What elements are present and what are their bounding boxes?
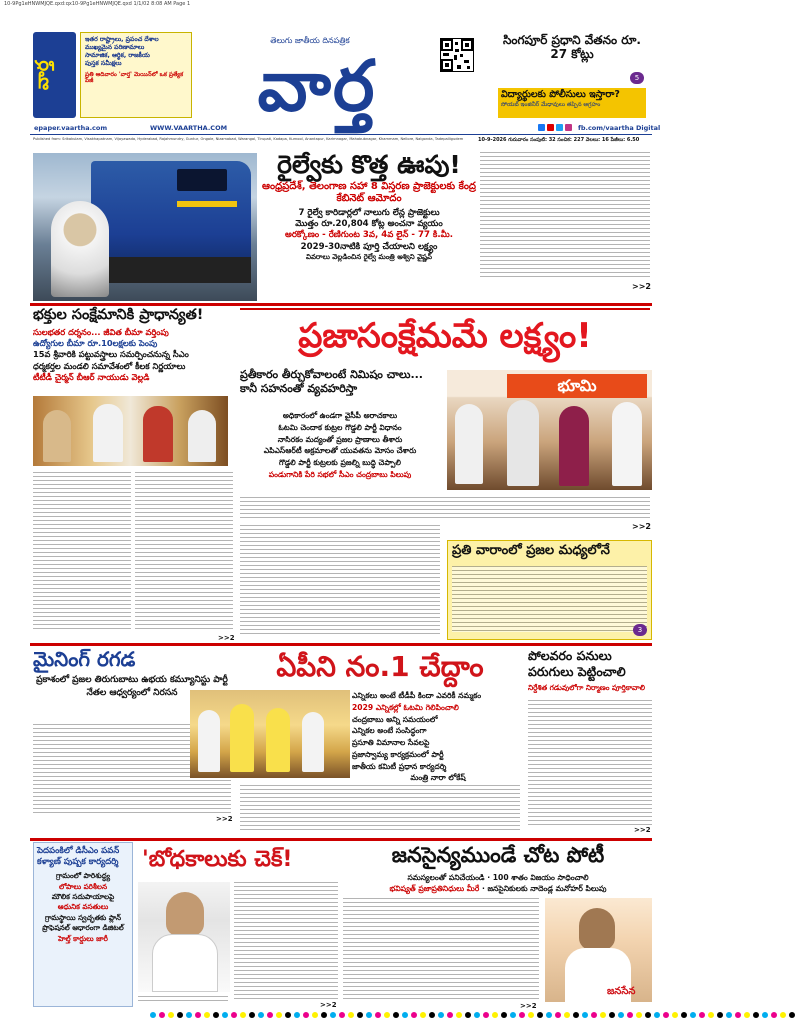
masthead-title: వార్త — [257, 45, 377, 127]
bhakta-bullet-4: ధర్మకర్తల మండలి సమావేశంలో కీలక నిర్ణయాలు — [33, 360, 186, 371]
promo-line-2: ముఖ్యమైన పరిణామాలు — [85, 44, 145, 52]
bhakta-bullets — [33, 327, 238, 383]
masthead-divider — [30, 134, 652, 135]
promo-footer: ప్రతి ఆదివారం 'వార్త' మెయిన్‌లో ఒక ప్రత్యేక పేజీ — [85, 71, 184, 85]
youtube-icon — [547, 124, 554, 131]
social-icons — [538, 124, 572, 131]
date-line: 10-9-2026 గురువారం సంపుటి: 32 సంచిక: 227 వెలలు: 16 పేజీలు: 6.50 — [478, 137, 640, 143]
ap-point-3: చంద్రబాబు అన్ని సమయంలో — [352, 714, 438, 724]
railway-fact-5: వివరాలు వెల్లడించిన రైల్వే మంత్రి అశ్విని వైష్ణవ్ — [305, 252, 433, 261]
bodhakalu-headline: 'బోధకాలుకు చెక్! — [142, 847, 293, 872]
facebook-icon — [538, 124, 545, 131]
bodhakalu-body-text-2 — [138, 996, 228, 1004]
bhakta-bullet-5: టీటీడీ చైర్మన్ బీఆర్ నాయుడు వెల్లడి — [33, 371, 150, 382]
right-sub: సోయబ్ ఇంజినీర్ మేధావులు తప్పిన ఆగ్రహం — [501, 101, 601, 108]
bodhakalu-headline-box — [138, 842, 338, 878]
ap-point-7: జాతీయ కమిటీ ప్రధాన కార్యదర్శి — [352, 761, 447, 771]
bhakta-bullet-2: ఉద్యోగుల బీమా రూ.10లక్షలకు పెంపు — [33, 338, 158, 349]
pawan-item-7: హెల్త్ కార్డులు జారీ — [58, 933, 108, 943]
janasena-bullet-4: జనసైనికులకు నాదెండ్ల మనోహర్ పిలుపు — [487, 884, 607, 893]
janasena-bullet-2: 100 శాతం విజయం సాధించాలి — [492, 873, 589, 882]
railway-fact-4: 2029-30నాటికి పూర్తి చేయాలని లక్ష్యం — [300, 241, 438, 252]
janasena-body-text — [343, 898, 539, 1002]
qr-code-icon — [440, 38, 474, 72]
welfare-body-col — [240, 525, 440, 635]
bhakta-body-col-1 — [33, 472, 131, 632]
pawan-item-2: లోపాలు పరిశీలన — [58, 881, 108, 891]
janasena-stamp: జనసేన — [607, 986, 636, 997]
mining-more-link[interactable]: >>2 — [216, 815, 233, 823]
bhakta-headline: భక్తుల సంక్షేమానికి ప్రాధాన్యత! — [33, 307, 204, 323]
railway-subhead: ఆంధ్రప్రదేశ్, తెలంగాణ సహా 8 విస్తరణ ప్రాజెక్టులకు కేంద్ర కేబినెట్ ఆమోదం — [262, 181, 476, 204]
mining-subhead: ప్రకాశంలో ప్రజల తిరుగుబాటు ఉభయ కమ్యూనిస్టు పార్టీ నేతల ఆధ్వర్యంలో నిరసన — [36, 675, 228, 698]
twitter-icon — [556, 124, 563, 131]
welfare-point-5: గొడ్డలి పార్టీ కుట్రలకు ప్రజల్ని బుద్ధి చెప్పాలి — [279, 458, 401, 468]
instagram-icon — [565, 124, 572, 131]
polavaram-body-text — [528, 700, 652, 828]
ap-point-8: మంత్రి నారా లోకేష్ — [410, 773, 466, 783]
page-ref-badge: 5 — [630, 72, 644, 84]
minister-portrait — [138, 882, 230, 992]
railway-body-text — [480, 152, 650, 280]
website-url[interactable]: WWW.VAARTHA.COM — [150, 124, 228, 132]
tdp-event-photo — [190, 690, 350, 778]
welfare-point-4: ఎపిఎస్ఆర్‌టీ అక్రమాలతో యువతను మోసం చేశారు — [263, 446, 417, 456]
promo-line-1: ఇతర రాష్ట్రాలు, ప్రపంచ దేశాల — [85, 36, 159, 43]
mining-headline: మైనింగ్ రగడ — [33, 647, 136, 671]
every-week-more-link[interactable]: 3 — [633, 624, 647, 636]
welfare-headline-box — [240, 308, 650, 364]
railway-fact-1: 7 రైల్వే కారిడార్లలో నాలుగు లేన్ల ప్రాజెక్టులు — [298, 208, 440, 218]
print-registration-marks — [150, 1012, 795, 1018]
masthead-promo-box — [80, 32, 192, 118]
pawan-box — [33, 842, 133, 1007]
railway-facts — [262, 208, 476, 262]
tagline: తెలుగు జాతీయ దినపత్రిక — [270, 36, 350, 45]
section-divider-3 — [30, 838, 652, 841]
welfare-body-text — [240, 497, 650, 519]
right-headline-1: సింగపూర్ ప్రధాని వేతనం రూ. 27 కోట్లు — [503, 33, 641, 61]
welfare-point-6: పండుగానికి పేరి సభలో సీఎం చంద్రబాబు పిలుపు — [268, 469, 412, 479]
janasena-bullet-3: భవిష్యత్ ప్రజాప్రతినిధులు మీరే — [389, 884, 480, 893]
janasena-bullet-1: సమస్యలంతో పనిచేయండి — [407, 873, 485, 882]
polavaram-sub: నిర్దేశిత గడువులోగా నిర్మాణం పూర్తికావాలి — [528, 683, 645, 692]
ap-headline-box — [240, 647, 520, 687]
janasena-bullets: సమస్యలంతో పనిచేయండి · 100 శాతం విజయం సాధించాలి భవిష్యత్ ప్రజాప్రతినిధులు మీరే · జనసైనికులకు నాదెండ్ల మనోహర్ పిలుపు — [389, 873, 607, 893]
janasena-leader-photo — [545, 898, 652, 1002]
welfare-point-1: అధికారంలో ఉండగా వైసీపీ అరాచకాలు — [282, 411, 398, 420]
published-from: Published from: Srikakulam, Visakhapatnam, Vijayawada, Hyderabad, Rajahmundry, Guntur, Ongole, Nizamabad, Warangal, Tirupati, Kadapa, Kurnool, Anantapur, Karimnagar, Mahabubnagar, Khammam, Nellore, Nalgonda, Tadepalligudem — [33, 137, 464, 141]
section-divider-2 — [30, 643, 652, 646]
bhakta-body-col-2 — [135, 472, 233, 632]
railway-fact-3: అరక్కోణం - రేణిగుంట 3వ, 4వ లైన్ - 77 కి.మీ. — [284, 230, 454, 241]
railway-fact-2: మొత్తం రూ.20,804 కోట్ల అంచనా వ్యయం — [295, 219, 443, 230]
right-headline-2: విద్యార్థులకు పోలీసులు ఇస్తారా? — [501, 89, 620, 100]
ap-point-4: ఎన్నికల అంటే సంసిద్ధంగా — [352, 726, 427, 736]
ap-point-2: 2029 ఎన్నికల్లో ఓటమి గెలిపించాలి — [352, 702, 459, 712]
pawan-item-1: గ్రామంలో పారిశుద్ధ్య — [55, 871, 111, 881]
bodhakalu-body-text — [234, 882, 338, 1000]
ap-point-5: ప్రసూతి విమానాల సేవలపై — [352, 738, 430, 748]
leader-portrait — [51, 201, 109, 297]
welfare-pull-quote: ప్రతీకారం తీర్చుకోవాలంటే నిమిషం చాలు... కానీ సహనంతో వ్యవహరిస్తా — [240, 368, 423, 396]
pawan-headline: పెదపంకిలో డిసీఎం పవన్ కళ్యాణ్ పుష్పక కార్యదర్శి — [37, 846, 120, 868]
janasena-headline: జనసైన్యముండే చోట పోటీ — [391, 843, 605, 867]
section-divider-1 — [30, 303, 652, 306]
ttd-meeting-photo — [33, 396, 228, 466]
ap-point-1: ఎన్నికలు అంటే టీడీపీ కిందా ఎవరికీ నమ్మకం — [352, 691, 482, 700]
train-photo — [33, 153, 257, 301]
bhakta-bullet-1: సులభతర దర్శనం... జీవిత బీమా వర్తింపు — [33, 327, 169, 337]
every-week-headline: ప్రతి వారాంలో ప్రజల మధ్యలోనే — [452, 543, 610, 558]
railway-more-link[interactable]: >>2 — [632, 282, 651, 291]
ap-headline: ఏపీని నం.1 చేద్దాం — [276, 650, 484, 683]
pawan-item-4: ఆధునిక వసతులు — [57, 902, 109, 912]
bhakta-bullet-3: 15వ శ్రీవారికి పట్టువస్త్రాలు సమర్పించనున్న సీఎం — [33, 349, 189, 360]
welfare-headline: ప్రజాసంక్షేమమే లక్ష్యం! — [298, 316, 592, 356]
epaper-url[interactable]: epaper.vaartha.com — [34, 124, 108, 132]
janasena-more-link[interactable]: >>2 — [520, 1002, 537, 1010]
ap-point-6: ప్రజాస్వామ్య కార్యక్రమంలో పార్టీ — [352, 749, 444, 759]
file-header: 10-9Pg1eHNWMJQE.qxd:qx10-9Pg1eHNWMJQE.qxd 1/1/02 8:08 AM Page 1 — [4, 1, 191, 7]
welfare-more-link[interactable]: >>2 — [632, 522, 651, 531]
pawan-item-5: గ్రామస్థాయి స్వచ్ఛతకు ప్లాన్ — [44, 912, 121, 922]
welfare-point-2: ఓటమి చెందాక కుట్రల గొడ్డలి పార్టీ విధానం — [278, 422, 402, 432]
every-week-box — [447, 540, 652, 640]
promo-line-4: పుస్తక సమీక్షలు — [85, 60, 122, 68]
cm-event-photo: భూమి — [447, 370, 652, 490]
pawan-item-6: ప్రొఫెషనల్ ఆధారంగా డిజిటల్ — [42, 923, 124, 933]
polavaram-more-link[interactable]: >>2 — [634, 826, 651, 834]
bodhakalu-more-link[interactable]: >>2 — [320, 1001, 337, 1009]
ap-body-text — [240, 785, 520, 833]
masthead-left-logo: వార్త — [33, 32, 76, 118]
ap-points — [352, 690, 524, 784]
pawan-item-3: మౌలిక సదుపాయాలపై — [51, 891, 115, 901]
welfare-points — [240, 410, 440, 481]
railway-headline: రైల్వేకు కొత్త ఊపు! — [277, 150, 461, 179]
welfare-point-3: నాసిరకం మద్యంతో ప్రజల ప్రాణాలు తీశారు — [277, 434, 403, 444]
fb-url[interactable]: fb.com/vaartha Digital — [578, 124, 661, 132]
polavaram-headline: పోలవరం పనులు పరుగులు పెట్టించాలి — [528, 648, 626, 679]
bhakta-more-link[interactable]: >>2 — [218, 634, 235, 642]
masthead-right-box — [498, 34, 646, 120]
promo-line-3: సామాజిక, ఆర్థిక, రాజకీయ — [85, 52, 150, 60]
